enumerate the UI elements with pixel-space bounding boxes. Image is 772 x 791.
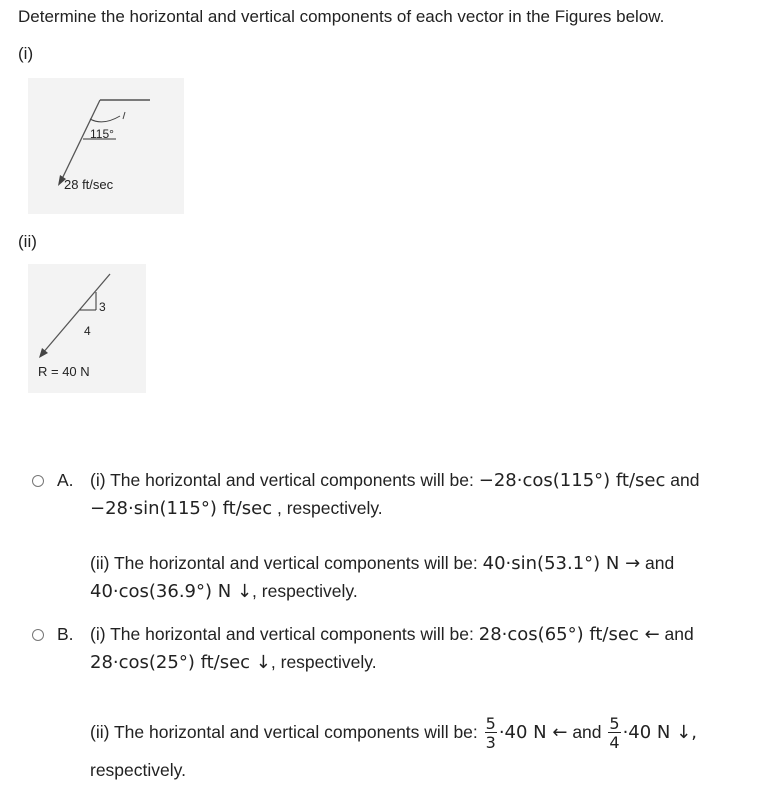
math-expr: 40·cos(36.9°) N ↓ [90, 581, 253, 602]
option-b-ii-line1[interactable] [90, 708, 697, 757]
figure-1-diagram [28, 78, 184, 214]
math-expr: 40·sin(53.1°) N → [482, 553, 641, 574]
math-expr: ·40 N ← [498, 722, 568, 743]
math-expr: ·40 N ↓, [622, 722, 697, 743]
part-ii-label: (ii) [18, 232, 37, 251]
option-a-letter[interactable]: A. [57, 470, 74, 490]
angle-label: 115° [90, 127, 114, 141]
text: and [640, 553, 675, 573]
option-b-ii-line2[interactable]: respectively. [90, 760, 186, 780]
option-b-radio[interactable] [32, 629, 44, 641]
option-a-i-line2[interactable] [90, 498, 383, 519]
fraction-5-4: $\frac{5}{4}$ [609, 713, 620, 752]
fraction-5-3: $\frac{5}{3}$ [485, 713, 496, 752]
math-expr: −28·cos(115°) ft/sec [478, 470, 666, 491]
figure-1 [28, 78, 184, 214]
angle-arc [90, 116, 120, 122]
side-3-label: 3 [99, 300, 106, 314]
text: (i) The horizontal and vertical components will be: [90, 470, 479, 490]
text: (ii) The horizontal and vertical components will be: [90, 553, 483, 573]
text: , respectively. [270, 652, 377, 672]
text: , respectively. [252, 581, 358, 601]
figure-2-diagram [28, 264, 146, 393]
option-a-i-line1[interactable] [90, 470, 699, 491]
math-expr: −28·sin(115°) ft/sec [90, 498, 273, 519]
math-expr: 28·cos(65°) ft/sec ← [478, 624, 660, 645]
resultant-label: R = 40 N [38, 364, 90, 379]
option-a-ii-line1[interactable] [90, 553, 674, 574]
question-text: Determine the horizontal and vertical components of each vector in the Figures below. [18, 7, 665, 26]
text: and [665, 470, 700, 490]
angle-arrow [123, 112, 125, 119]
option-b-letter[interactable]: B. [57, 624, 74, 644]
figure-2 [28, 264, 146, 393]
option-b-i-line1[interactable] [90, 624, 694, 645]
option-b-i-line2[interactable] [90, 652, 377, 673]
side-4-label: 4 [84, 324, 91, 338]
option-a-radio[interactable] [32, 475, 44, 487]
text: , respectively. [272, 498, 383, 518]
text: (ii) The horizontal and vertical components will be: [90, 722, 483, 742]
resultant-vector [42, 274, 110, 354]
text: and [567, 722, 607, 742]
speed-label: 28 ft/sec [64, 177, 114, 192]
text: (i) The horizontal and vertical components will be: [90, 624, 479, 644]
text: and [659, 624, 694, 644]
math-expr: 28·cos(25°) ft/sec ↓ [90, 652, 271, 673]
option-a-ii-line2[interactable] [90, 581, 358, 602]
part-i-label: (i) [18, 44, 34, 63]
